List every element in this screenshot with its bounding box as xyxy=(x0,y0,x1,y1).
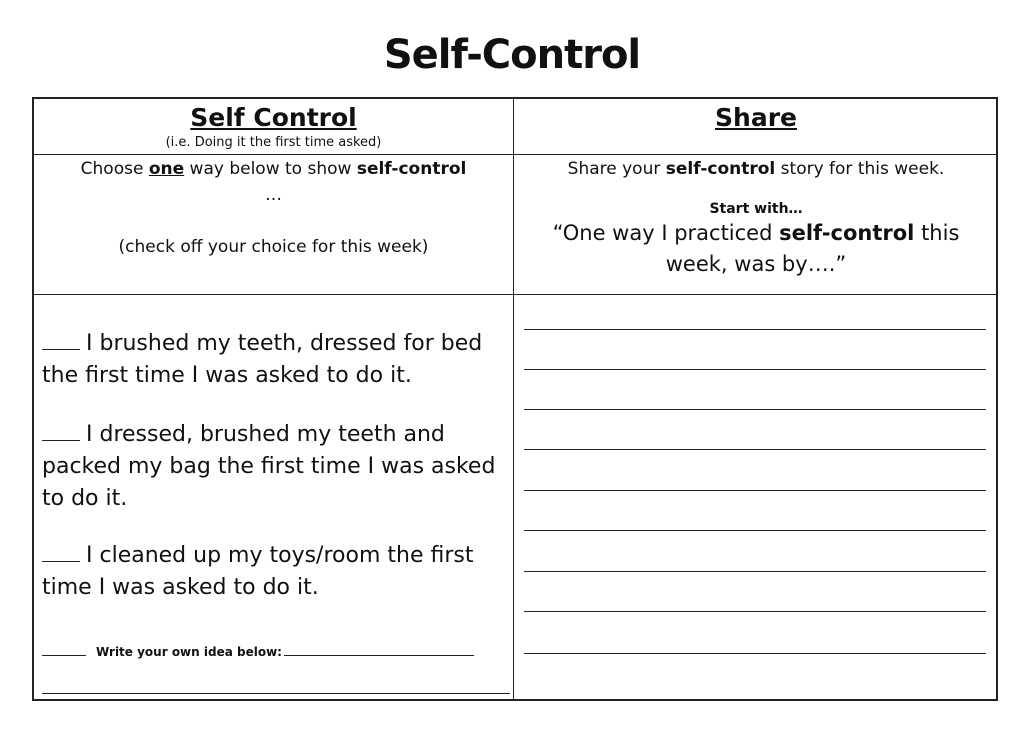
share-header-cell xyxy=(514,99,998,154)
own-idea-row xyxy=(42,644,512,660)
own-idea-write-line[interactable] xyxy=(284,645,474,656)
own-idea-label: Write your own idea below: xyxy=(96,645,282,659)
self-control-instructions xyxy=(34,156,513,294)
writing-line[interactable] xyxy=(524,611,986,612)
checkbox-blank-cleanup[interactable] xyxy=(42,541,80,562)
share-instruction: Share your self-control story for this week. xyxy=(567,159,945,179)
own-idea-write-line-2[interactable] xyxy=(42,693,510,694)
sentence-starter-quote: “One way I practiced self-control this week, was by….” xyxy=(552,221,960,276)
page-title: Self-Control xyxy=(383,32,641,78)
self-control-header-cell xyxy=(34,99,513,154)
writing-line[interactable] xyxy=(524,409,986,410)
checkbox-blank-own-idea[interactable] xyxy=(42,645,86,656)
header-divider xyxy=(34,154,996,155)
share-heading: Share xyxy=(715,103,797,132)
option-morning: I dressed, brushed my teeth and packed my bag the first time I was asked to do it. xyxy=(42,422,496,511)
option-cleanup: I cleaned up my toys/room the first time I was asked to do it. xyxy=(42,543,474,600)
writing-line[interactable] xyxy=(524,530,986,531)
writing-line[interactable] xyxy=(524,653,986,654)
start-with-label: Start with… xyxy=(709,201,803,217)
check-off-note: (check off your choice for this week) xyxy=(118,237,429,257)
writing-line[interactable] xyxy=(524,490,986,491)
instruction-ellipsis: … xyxy=(265,185,282,205)
worksheet-table xyxy=(32,97,998,701)
checkbox-blank-morning[interactable] xyxy=(42,420,80,441)
option-bedtime: I brushed my teeth, dressed for bed the first time I was asked to do it. xyxy=(42,331,483,388)
writing-line[interactable] xyxy=(524,571,986,572)
instruction-divider xyxy=(34,294,996,295)
writing-line[interactable] xyxy=(524,329,986,330)
writing-line[interactable] xyxy=(524,369,986,370)
share-instructions xyxy=(514,156,998,294)
self-control-heading: Self Control xyxy=(190,103,357,132)
checkbox-blank-bedtime[interactable] xyxy=(42,329,80,350)
choose-instruction: Choose one way below to show self-control xyxy=(80,159,467,179)
writing-line[interactable] xyxy=(524,449,986,450)
self-control-subheading: (i.e. Doing it the first time asked) xyxy=(165,135,382,150)
